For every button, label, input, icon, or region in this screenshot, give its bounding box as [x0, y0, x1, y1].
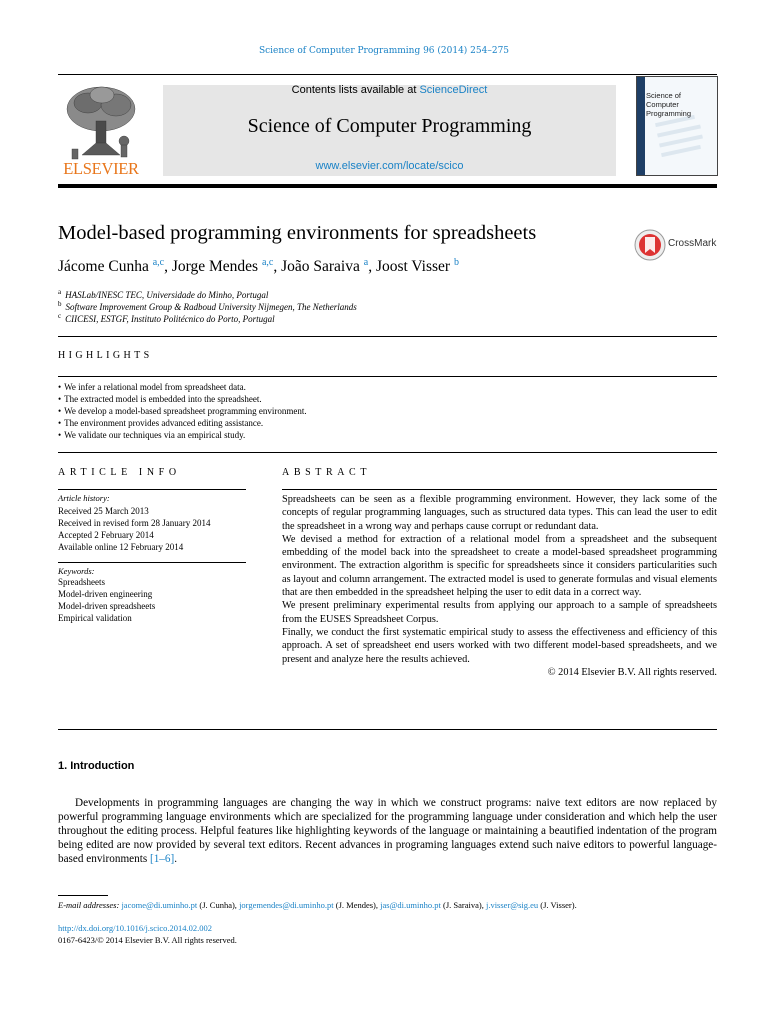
author-affiliation-mark[interactable]: a,c [152, 257, 165, 268]
author-affiliation-mark[interactable]: a,c [261, 257, 274, 268]
abstract-paragraph: We devised a method for extraction of a relational model from a spreadsheet and the subsequent embedding of the model back into the spreadsheet to create a model-based spreadsheet programming environment. The extraction algorithm is specific for spreadsheets since it considers particularities such as layout and column arrangement. The extracted model is used to generate formulas and visual elements that are then embedded in the spreadsheet helping the user to edit data in a correct way. [282, 533, 717, 599]
affiliation-mark: a [58, 288, 62, 296]
author-name[interactable]: João Saraiva [281, 258, 360, 275]
history-item: Received 25 March 2013 [58, 506, 149, 516]
journal-title: Science of Computer Programming [247, 115, 532, 137]
email-footnote [58, 900, 577, 910]
highlight-item: • The extracted model is embedded into the spreadsheet. [58, 394, 262, 404]
affiliation-mark: c [58, 312, 62, 320]
author-name[interactable]: Joost Visser [375, 258, 451, 275]
keywords-label: Keywords: [58, 566, 95, 576]
header-rule [58, 74, 717, 75]
author-list [58, 257, 459, 276]
keyword-item: Empirical validation [58, 613, 132, 623]
affiliation [58, 312, 275, 324]
author-separator: , [273, 258, 282, 275]
journal-cover-thumbnail[interactable] [636, 76, 718, 176]
highlights-heading: HIGHLIGHTS [58, 350, 153, 361]
introduction-text: Developments in programming languages are changing the way in which we construct programs: naive text editors are now replaced by powerful programming language environments which are specialized for the programming language under consideration and which help the user throughout the editing process. Helpful features like highlighting keywords of the language or maintaining a beautified indentation of the program being edited are now provided by several text editors. Recent advances in programing languages extend such naive editors to powerful language-based environments [58, 797, 717, 865]
affiliation [58, 300, 357, 312]
history-item: Available online 12 February 2014 [58, 542, 184, 552]
crossmark-button[interactable] [634, 229, 718, 261]
history-item: Accepted 2 February 2014 [58, 530, 154, 540]
affiliation-text: Software Improvement Group & Radboud University Nijmegen, The Netherlands [65, 302, 357, 312]
cover-title: Science of Computer Programming [646, 91, 692, 118]
affiliation-text: HASLab/INESC TEC, Universidade do Minho, Portugal [65, 290, 269, 300]
contents-line [163, 84, 616, 96]
author-affiliation-mark[interactable]: b [453, 257, 459, 268]
email-owner: (J. Cunha), [197, 900, 240, 910]
author-name[interactable]: Jorge Mendes [171, 258, 259, 275]
citation-link[interactable]: [1–6] [149, 853, 175, 865]
header-thick-rule [58, 184, 717, 188]
keyword-item: Model-driven engineering [58, 589, 153, 599]
divider [58, 452, 717, 453]
introduction-end: . [174, 853, 177, 865]
issn-copyright: 0167-6423/© 2014 Elsevier B.V. All rights reserved. [58, 935, 237, 945]
journal-reference[interactable]: Science of Computer Programming 96 (2014) 254–275 [258, 46, 510, 56]
abstract-copyright: © 2014 Elsevier B.V. All rights reserved. [547, 666, 717, 678]
divider [58, 562, 246, 563]
email-owner: (J. Saraiva), [440, 900, 486, 910]
author-affiliation-mark[interactable]: a [363, 257, 369, 268]
introduction-paragraph [58, 796, 717, 866]
paper-title: Model-based programming environments for spreadsheets [58, 222, 537, 244]
email-link[interactable]: jorgemendes@di.uminho.pt [239, 900, 334, 910]
author-name[interactable]: Jácome Cunha [58, 258, 149, 275]
contents-prefix: Contents lists available at [291, 84, 420, 96]
divider [58, 376, 717, 377]
history-item: Received in revised form 28 January 2014 [58, 518, 211, 528]
doi-link[interactable]: http://dx.doi.org/10.1016/j.scico.2014.02.002 [58, 923, 213, 933]
highlight-item: • We develop a model-based spreadsheet programming environment. [58, 406, 307, 416]
affiliation [58, 288, 268, 300]
section-heading: 1. Introduction [58, 760, 135, 772]
divider [58, 489, 246, 490]
footnote-rule [58, 895, 108, 896]
abstract-heading: ABSTRACT [282, 467, 372, 478]
abstract-paragraph: We present preliminary experimental results from applying our approach to a sample of spreadsheets from the EUSES Spreadsheet Corpus. [282, 600, 717, 625]
journal-url-link[interactable]: www.elsevier.com/locate/scico [315, 160, 464, 172]
author-separator: , [164, 258, 172, 275]
keyword-item: Spreadsheets [58, 577, 105, 587]
divider [58, 336, 717, 337]
abstract-body [282, 493, 717, 679]
email-link[interactable]: jas@di.uminho.pt [380, 900, 441, 910]
affiliation-text: CIICESI, ESTGF, Instituto Politécnico do Porto, Portugal [65, 314, 275, 324]
divider [58, 729, 717, 730]
email-link[interactable]: j.visser@sig.eu [485, 900, 539, 910]
keyword-item: Model-driven spreadsheets [58, 601, 156, 611]
divider [282, 489, 717, 490]
email-link[interactable]: jacome@di.uminho.pt [121, 900, 198, 910]
crossmark-icon [634, 229, 666, 261]
email-owner: (J. Mendes), [333, 900, 381, 910]
crossmark-label: CrossMark [668, 238, 717, 249]
affiliation-mark: b [58, 300, 62, 308]
sciencedirect-link[interactable]: ScienceDirect [419, 84, 488, 96]
publisher-name: ELSEVIER [63, 159, 139, 178]
history-label: Article history: [58, 493, 110, 503]
footnote-label: E-mail addresses: [58, 900, 122, 910]
article-info-heading: ARTICLE INFO [58, 467, 181, 478]
highlight-item: • The environment provides advanced editing assistance. [58, 418, 263, 428]
abstract-paragraph: Finally, we conduct the first systematic empirical study to assess the effectiveness and efficiency of this approach. A set of spreadsheet end users worked with two different model-based spreadsheets, and we present and analyze here the results achieved. [282, 626, 717, 665]
highlight-item: • We infer a relational model from spreadsheet data. [58, 382, 246, 392]
author-separator: , [368, 258, 376, 275]
abstract-paragraph: Spreadsheets can be seen as a flexible programming environment. However, they lack some of the concepts of regular programming languages, such as structured data types. This can lead the user to edit the spreadsheet in a wrong way and perhaps cause corrupt or redundant data. [282, 494, 717, 532]
highlight-item: • We validate our techniques via an empirical study. [58, 430, 245, 440]
email-owner: (J. Visser). [538, 900, 577, 910]
